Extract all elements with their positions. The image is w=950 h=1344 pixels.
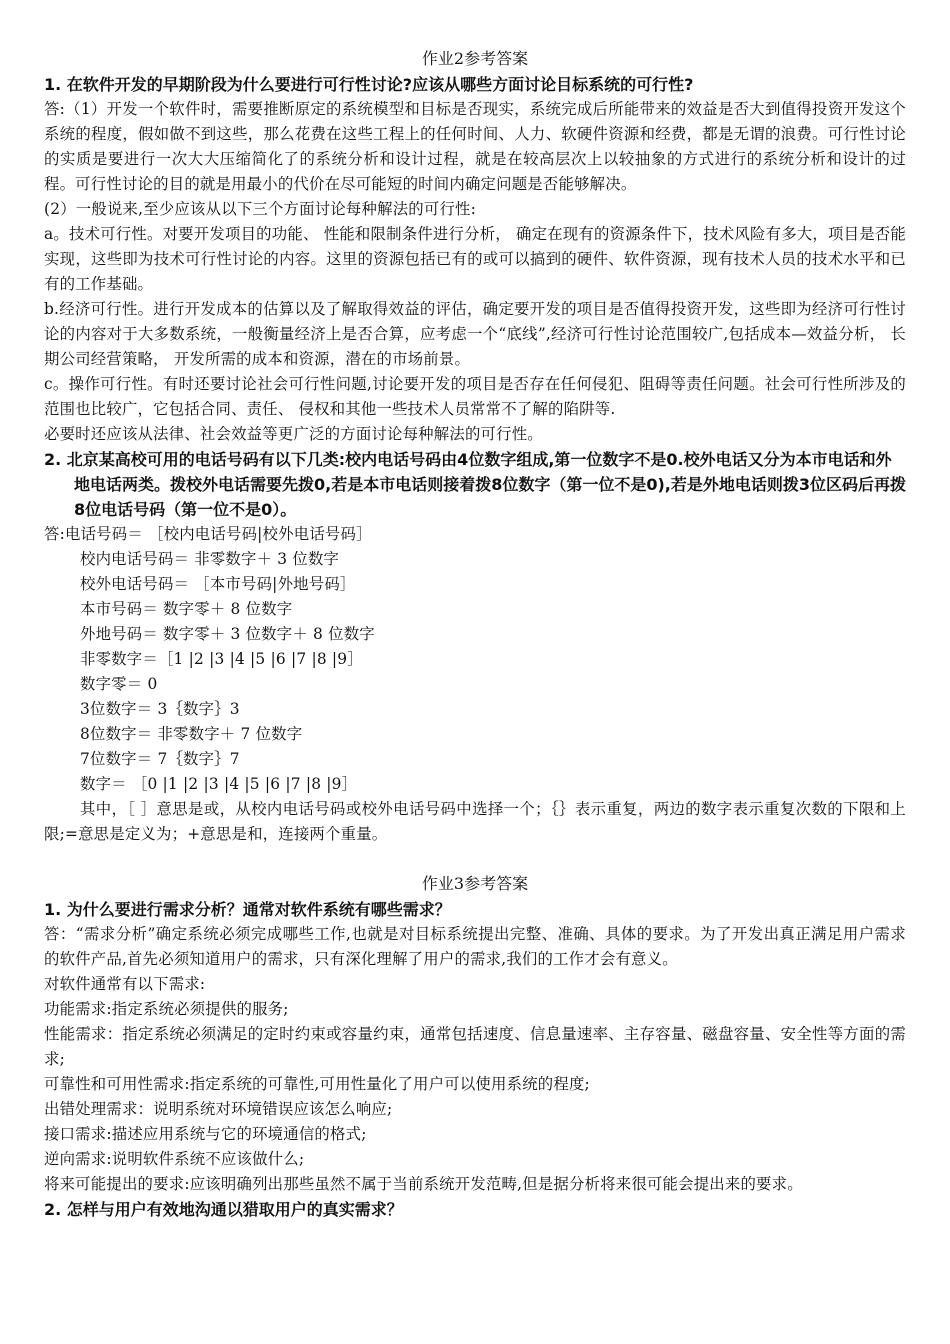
hw3-question-1: 1. 为什么要进行需求分析？通常对软件系统有哪些需求？ [44, 900, 451, 919]
hw2-title: 作业2参考答案 [421, 49, 529, 68]
hw2-answer-1-part-1: 答:（1）开发一个软件时，需要推断原定的系统模型和目标是否现实，系统完成后所能带来的效益是否大到值得投资开发这个系统的程度，假如做不到这些，那么花费在这些工程上的任何时间、人力、软硬件资源和经费，都是无谓的浪费。可行性讨论的实质是要进行一次大大压缩简化了的系统分析和设计过程，就是在较高层次上以较抽象的方式进行的系统分析和设计的过程。可行性讨论的目的就是用最小的代价在尽可能短的时间内确定问题是否能够解决。 [44, 100, 906, 193]
hw2-answer-2-def-0: 答:电话号码＝ ［校内电话号码|校外电话号码］ [44, 525, 372, 543]
hw2-answer-2-def: 数字＝ ［0 |1 |2 |3 |4 |5 |6 |7 |8 |9］ [80, 775, 358, 793]
hw2-answer-1-conclusion: 必要时还应该从法律、社会效益等更广泛的方面讨论每种解法的可行性。 [44, 425, 543, 443]
hw2-answer-2-def: 数字零＝ 0 [80, 675, 158, 693]
hw2-answer-2-def: 校内电话号码＝ 非零数字＋ 3 位数字 [80, 550, 340, 568]
hw2-question-2: 2. 北京某高校可用的电话号码有以下几类:校内电话号码由4位数字组成,第一位数字不是0.校外电话又分为本市电话和外地电话两类。拨校外电话需要先拨0,若是本市电话则接着拨8位数字（第一位不是0),若是外地电话则拨3位区码后再拨8位电话号码（第一位不是0）。 [44, 450, 907, 519]
hw3-answer-1: 答：“需求分析”确定系统必须完成哪些工作,也就是对目标系统提出完整、准确、具体的要求。为了开发出真正满足用户需求的软件产品,首先必须知道用户的需求，只有深化理解了用户的需求,我们的工作才会有意义。 [44, 925, 906, 968]
hw3-requirement-item: 可靠性和可用性需求:指定系统的可靠性,可用性量化了用户可以使用系统的程度; [44, 1075, 590, 1093]
hw2-answer-1-part-2: (2）一般说来,至少应该从以下三个方面讨论每种解法的可行性: [44, 200, 477, 218]
hw2-answer-2-note: 其中，［ ］意思是或，从校内电话号码或校外电话号码中选择一个；｛｝表示重复，两边的数字表示重复次数的下限和上限;=意思是定义为；+意思是和，连接两个重量。 [44, 800, 906, 843]
hw3-requirement-item: 接口需求:描述应用系统与它的环境通信的格式; [44, 1125, 367, 1143]
hw3-requirement-item: 功能需求:指定系统必须提供的服务; [44, 1000, 289, 1018]
hw3-requirement-item: 逆向需求:说明软件系统不应该做什么; [44, 1150, 305, 1168]
hw2-answer-2-def: 7位数字＝ 7｛数字｝7 [80, 750, 240, 768]
hw3-requirement-item: 出错处理需求：说明系统对环境错误应该怎么响应; [44, 1100, 393, 1118]
hw2-answer-1-economic: b.经济可行性。进行开发成本的估算以及了解取得效益的评估，确定要开发的项目是否值得投资开发，这些即为经济可行性讨论的内容对于大多数系统，一般衡量经济上是否合算，应考虑一个“底线”,经济可行性讨论范围较广,包括成本—效益分析， 长期公司经营策略， 开发所需的成本和资源，潜在的市场前景。 [44, 300, 906, 368]
hw2-answer-2-def: 校外电话号码＝ ［本市号码|外地号码］ [80, 575, 356, 593]
hw2-answer-1-operational: c。操作可行性。有时还要讨论社会可行性问题,讨论要开发的项目是否存在任何侵犯、阻碍等责任问题。社会可行性所涉及的范围也比较广，它包括合同、责任、 侵权和其他一些技术人员常常不了解的陷阱等. [44, 375, 906, 418]
hw2-answer-1-technical: a。技术可行性。对要开发项目的功能、 性能和限制条件进行分析， 确定在现有的资源条件下，技术风险有多大，项目是否能实现，这些即为技术可行性讨论的内容。这里的资源包括已有的或可以搞到的硬件、软件资源，现有技术人员的技术水平和已有的工作基础。 [44, 225, 906, 293]
hw3-title: 作业3参考答案 [421, 874, 529, 893]
hw2-answer-2-def: 本市号码＝ 数字零＋ 8 位数字 [80, 600, 293, 618]
hw2-answer-2-def: 非零数字＝［1 |2 |3 |4 |5 |6 |7 |8 |9］ [80, 650, 363, 668]
hw3-requirement-item: 将来可能提出的要求:应该明确列出那些虽然不属于当前系统开发范畴,但是据分析将来很可能会提出来的要求。 [44, 1175, 803, 1193]
hw2-answer-2-def: 8位数字＝ 非零数字＋ 7 位数字 [80, 725, 303, 743]
hw2-question-1: 1. 在软件开发的早期阶段为什么要进行可行性讨论?应该从哪些方面讨论目标系统的可行性? [44, 75, 694, 94]
hw2-answer-2-def: 外地号码＝ 数字零＋ 3 位数字＋ 8 位数字 [80, 625, 375, 643]
document-page [44, 48, 906, 1222]
hw2-answer-2-def: 3位数字＝ 3｛数字｝3 [80, 700, 240, 718]
hw3-question-2: 2. 怎样与用户有效地沟通以猎取用户的真实需求？ [44, 1200, 403, 1219]
hw3-requirement-item: 性能需求：指定系统必须满足的定时约束或容量约束，通常包括速度、信息量速率、主存容量、磁盘容量、安全性等方面的需求; [44, 1025, 906, 1068]
section-gap [44, 847, 906, 873]
hw3-requirement-item: 对软件通常有以下需求: [44, 975, 206, 993]
